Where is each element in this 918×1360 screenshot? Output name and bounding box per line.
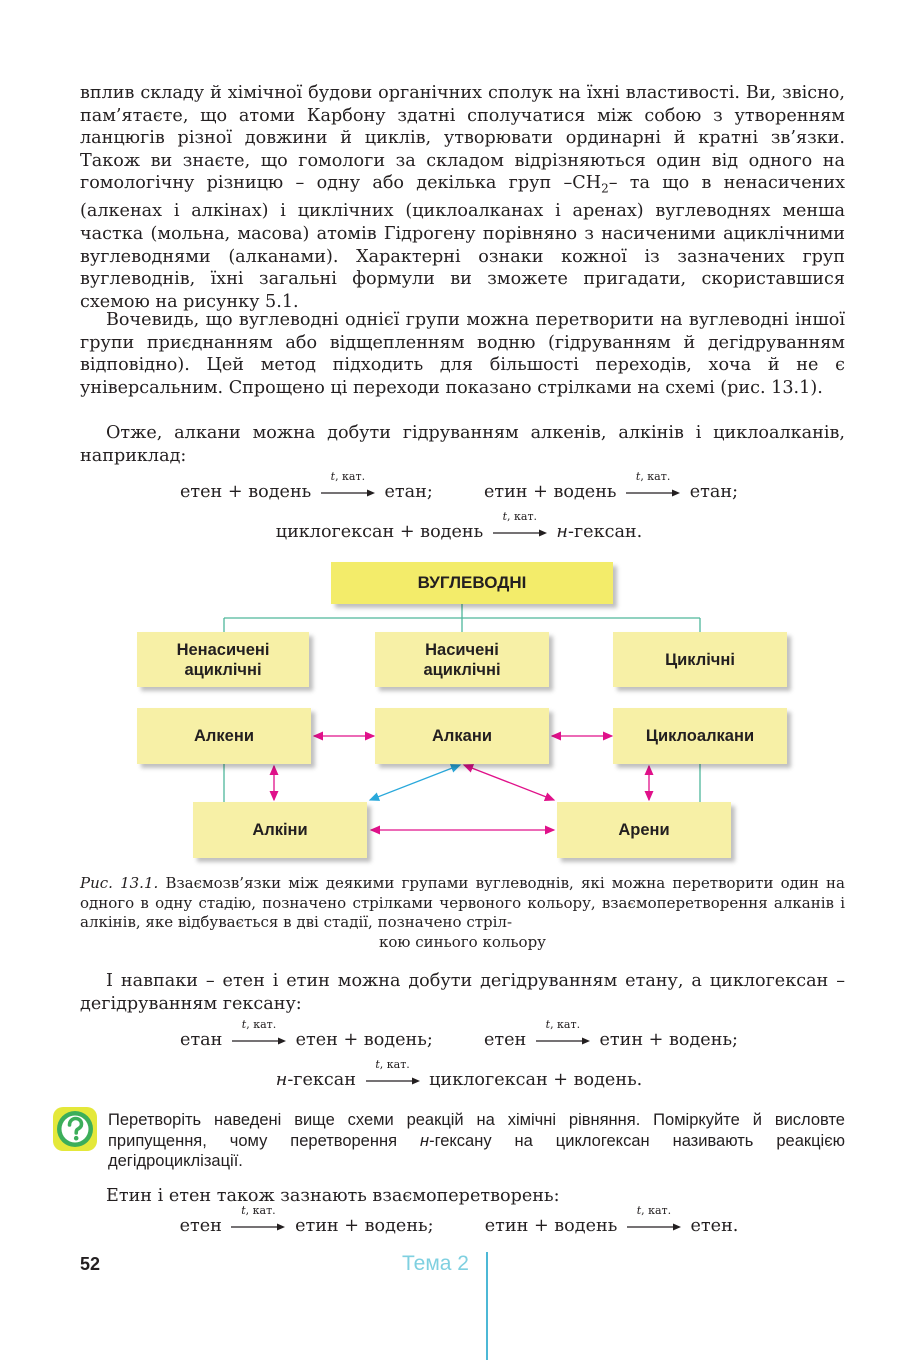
box-alkenes: Алкени bbox=[137, 708, 311, 764]
paragraph-2: Вочевидь, що вуглеводні однієї групи можна перетворити на вуглеводні іншої групи приєднанням або відщепленням водню (гідруванням й дегідруванням відповідно). Цей метод підходить для більшості переходів, хоча й не є універсальним. Спрощено ці переходи показано стрілками на схемі (рис. 13.1). bbox=[80, 310, 845, 398]
page-number: 52 bbox=[80, 1254, 101, 1274]
reaction-arrow: t, кат. bbox=[493, 527, 547, 537]
reaction-arrow: t, кат. bbox=[536, 1035, 590, 1045]
equation-row-3 bbox=[0, 1018, 918, 1050]
reaction-arrow: t, кат. bbox=[626, 487, 680, 497]
reaction-arrow: t, кат. bbox=[231, 1221, 285, 1231]
equation-4: етан t, кат. етен + водень; bbox=[180, 1018, 433, 1050]
box-arenes: Арени bbox=[557, 802, 731, 858]
topic-label: Тема 2 bbox=[402, 1252, 469, 1275]
question-icon bbox=[52, 1106, 98, 1152]
equation-8: етин + водень t, кат. етен. bbox=[484, 1204, 739, 1236]
reaction-arrow: t, кат. bbox=[366, 1075, 420, 1085]
equation-3: циклогексан + водень t, кат. н-гексан. bbox=[275, 510, 643, 542]
equation-row-5 bbox=[0, 1204, 918, 1236]
paragraph-4: І навпаки – етен і етин можна добути дегідруванням етану, а циклогексан – дегідруванням гексану: bbox=[80, 971, 845, 1014]
equation-2: етин + водень t, кат. етан; bbox=[483, 470, 738, 502]
paragraph-3: Отже, алкани можна добути гідруванням алкенів, алкінів і циклоалканів, наприклад: bbox=[80, 423, 845, 466]
paragraph-5: Етин і етен також зазнають взаємоперетворень: bbox=[106, 1186, 560, 1206]
box-unsaturated-acyclic: Ненасичені ациклічні bbox=[137, 632, 309, 687]
equation-6: н-гексан t, кат. циклогексан + водень. bbox=[275, 1058, 643, 1090]
box-alkynes: Алкіни bbox=[193, 802, 367, 858]
paragraph-1: вплив складу й хімічної будови органічних сполук на їхні властивості. Ви, звісно, пам’ятаєте, що атоми Карбону здатні сполучатися між собою з утворенням ланцюгів різної довжини й циклів, утворювати ординарні й кратні зв’язки. Також ви знаєте, що гомологи за складом відрізняються один від одного на гомологічну різницю – одну або декілька груп $-CH_2-$ та що в ненасичених (алкенах і алкінах) і циклічних (циклоалканах і аренах) вуглеводнях менша частка (мольна, масова) атомів Гідрогену порівняно з насиченими ациклічними вуглеводнями (алканами). Характерні ознаки кожної із зазначених груп вуглеводнів, їхні загальні формули ви зможете пригадати, скориставшися схемою на рисунку 5.1. bbox=[80, 83, 845, 312]
reaction-arrow: t, кат. bbox=[232, 1035, 286, 1045]
equation-7: етен t, кат. етин + водень; bbox=[179, 1204, 434, 1236]
box-cycloalkanes: Циклоалкани bbox=[613, 708, 787, 764]
box-alkanes: Алкани bbox=[375, 708, 549, 764]
reaction-arrow: t, кат. bbox=[321, 487, 375, 497]
box-hydrocarbons: ВУГЛЕВОДНІ bbox=[331, 562, 613, 604]
question-text: Перетворіть наведені вище схеми реакцій на хімічні рівняння. Поміркуйте й висловте припущення, чому перетворення н-гексану на циклогексан називають реакцією дегідроциклізації. bbox=[108, 1111, 845, 1170]
equation-5: етен t, кат. етин + водень; bbox=[483, 1018, 738, 1050]
reaction-arrow: t, кат. bbox=[627, 1221, 681, 1231]
red-arrow-alkanes-arenes bbox=[464, 765, 554, 800]
equation-1: етен + водень t, кат. етан; bbox=[180, 470, 433, 502]
figure-caption: Рис. 13.1. Взаємозв’язки між деякими групами вуглеводнів, які можна перетворити один на одного в одну стадію, позначено стрілками червоного кольору, взаємоперетворення алканів і алкінів, яке відбувається в дві стадії, позначено стріл- кою синього кольору bbox=[80, 874, 845, 951]
blue-arrow-alkanes-alkynes bbox=[370, 765, 460, 800]
box-saturated-acyclic: Насичені ациклічні bbox=[375, 632, 549, 687]
equation-row-1 bbox=[0, 470, 918, 502]
footer-divider bbox=[486, 1252, 488, 1360]
box-cyclic: Циклічні bbox=[613, 632, 787, 687]
